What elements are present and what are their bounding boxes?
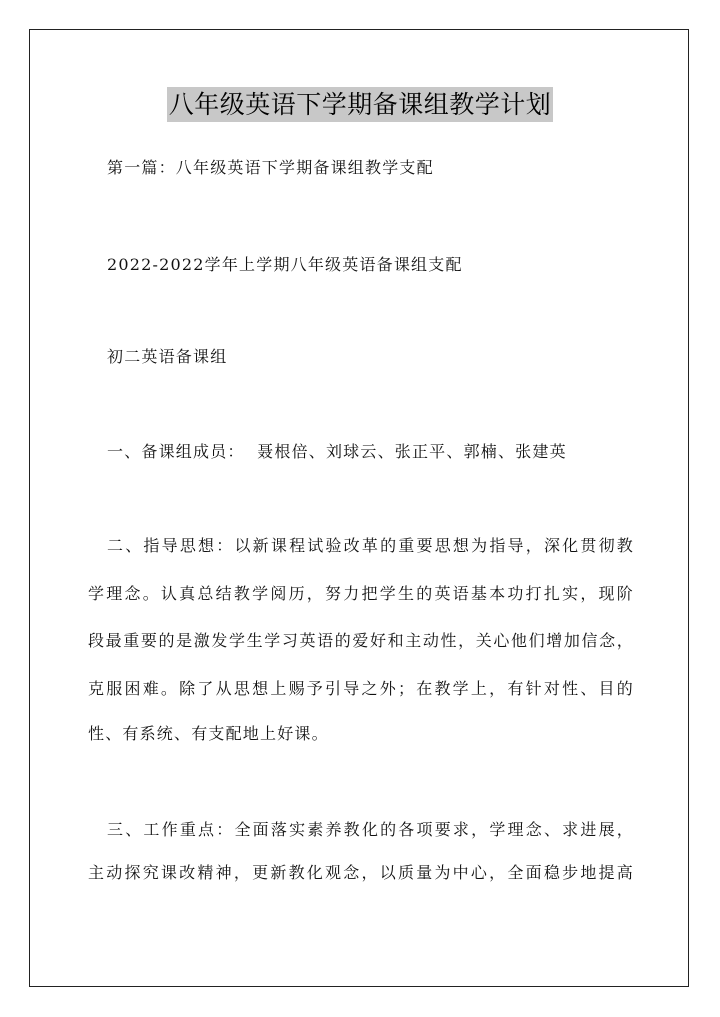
section-two-line: 段最重要的是激发学生学习英语的爱好和主动性，关心他们增加信念， [88, 631, 634, 650]
heading-part-one: 第一篇：八年级英语下学期备课组教学支配 [107, 158, 434, 177]
title-container [0, 87, 720, 122]
members-line: 一、备课组成员： 聂根倍、刘球云、张正平、郭楠、张建英 [107, 442, 567, 461]
section-three-line: 主动探究课改精神，更新教化观念，以质量为中心，全面稳步地提高 [88, 863, 634, 882]
section-two-line: 学理念。认真总结教学阅历，努力把学生的英语基本功打扎实，现阶 [88, 584, 634, 603]
plan-title: 2022-2022学年上学期八年级英语备课组支配 [107, 255, 463, 274]
section-two-line: 克服困难。除了从思想上赐予引导之外；在教学上，有针对性、目的 [88, 679, 634, 698]
group-name: 初二英语备课组 [107, 347, 228, 366]
section-three-line: 三、工作重点：全面落实素养教化的各项要求，学理念、求进展， [107, 820, 634, 839]
section-two-line: 二、指导思想：以新课程试验改革的重要思想为指导，深化贯彻教 [107, 536, 634, 555]
section-two-line: 性、有系统、有支配地上好课。 [88, 724, 329, 743]
document-title: 八年级英语下学期备课组教学计划 [167, 87, 554, 122]
